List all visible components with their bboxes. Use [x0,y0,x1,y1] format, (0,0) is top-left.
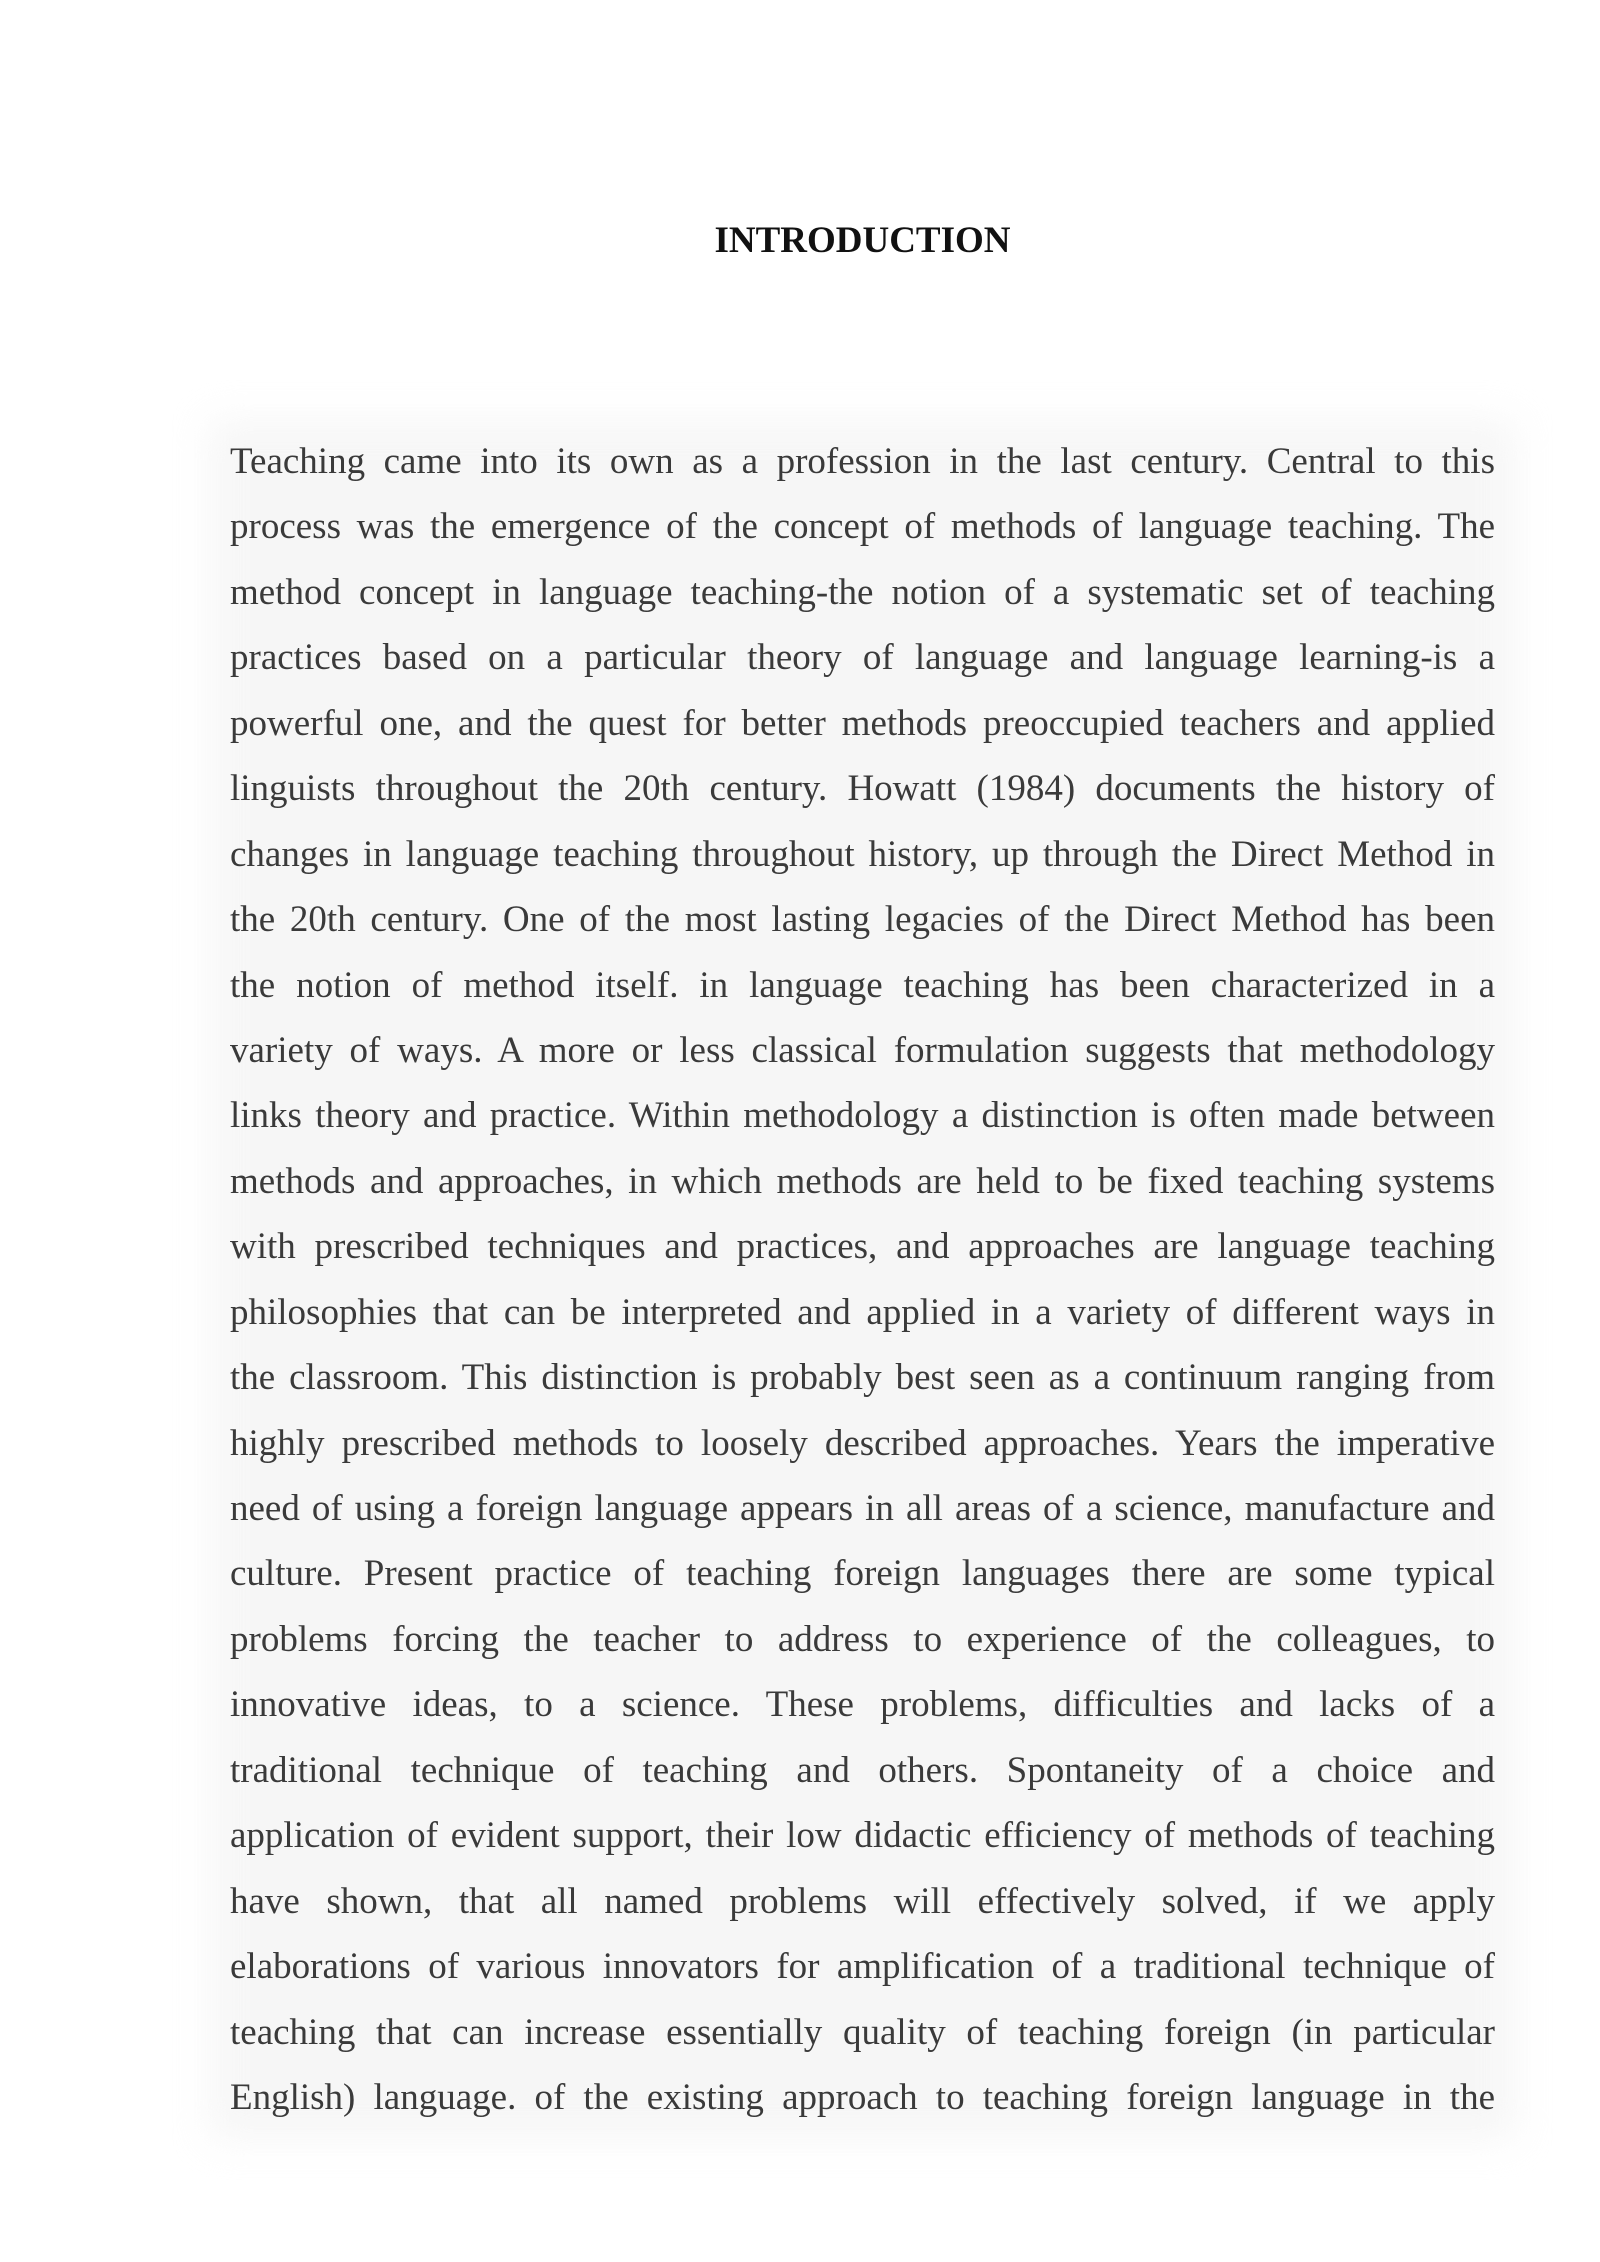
body-line: variety of ways. A more or less classical formulation suggests that methodology [230,1029,1495,1071]
body-line: process was the emergence of the concept of methods of language teaching. The [230,506,1495,548]
body-line: philosophies that can be interpreted and applied in a variety of different ways in [230,1291,1495,1333]
body-line: English) language. of the existing approach to teaching foreign language in the [230,2076,1495,2118]
body-line: powerful one, and the quest for better methods preoccupied teachers and applied [230,702,1495,744]
body-line: methods and approaches, in which methods are held to be fixed teaching systems [230,1160,1495,1202]
body-line: problems forcing the teacher to address to experience of the colleagues, to [230,1618,1495,1660]
body-line: elaborations of various innovators for amplification of a traditional technique of [230,1946,1495,1988]
body-line: highly prescribed methods to loosely described approaches. Years the imperative [230,1422,1495,1464]
body-line: linguists throughout the 20th century. Howatt (1984) documents the history of [230,768,1495,810]
body-line: changes in language teaching throughout history, up through the Direct Method in [230,833,1495,875]
body-line: with prescribed techniques and practices, and approaches are language teaching [230,1226,1495,1268]
body-line: have shown, that all named problems will effectively solved, if we apply [230,1880,1495,1922]
body-line: Teaching came into its own as a profession in the last century. Central to this [230,441,1495,482]
body-line: need of using a foreign language appears in all areas of a science, manufacture and [230,1488,1495,1529]
body-line: the classroom. This distinction is probably best seen as a continuum ranging from [230,1357,1495,1399]
body-line: practices based on a particular theory of language and language learning-is a [230,637,1495,679]
body-line: application of evident support, their low didactic efficiency of methods of teaching [230,1815,1495,1857]
body-line: innovative ideas, to a science. These problems, difficulties and lacks of a [230,1684,1495,1726]
body-line: traditional technique of teaching and others. Spontaneity of a choice and [230,1749,1495,1791]
body-text [230,429,1495,2130]
body-line: links theory and practice. Within methodology a distinction is often made between [230,1095,1495,1137]
body-line: the notion of method itself. in language teaching has been characterized in a [230,964,1495,1006]
body-line: culture. Present practice of teaching foreign languages there are some typical [230,1553,1495,1595]
page-title: INTRODUCTION [714,220,1011,261]
body-line: method concept in language teaching-the notion of a systematic set of teaching [230,571,1495,613]
body-line: teaching that can increase essentially quality of teaching foreign (in particular [230,2011,1495,2053]
body-line: the 20th century. One of the most lasting legacies of the Direct Method has been [230,899,1495,941]
